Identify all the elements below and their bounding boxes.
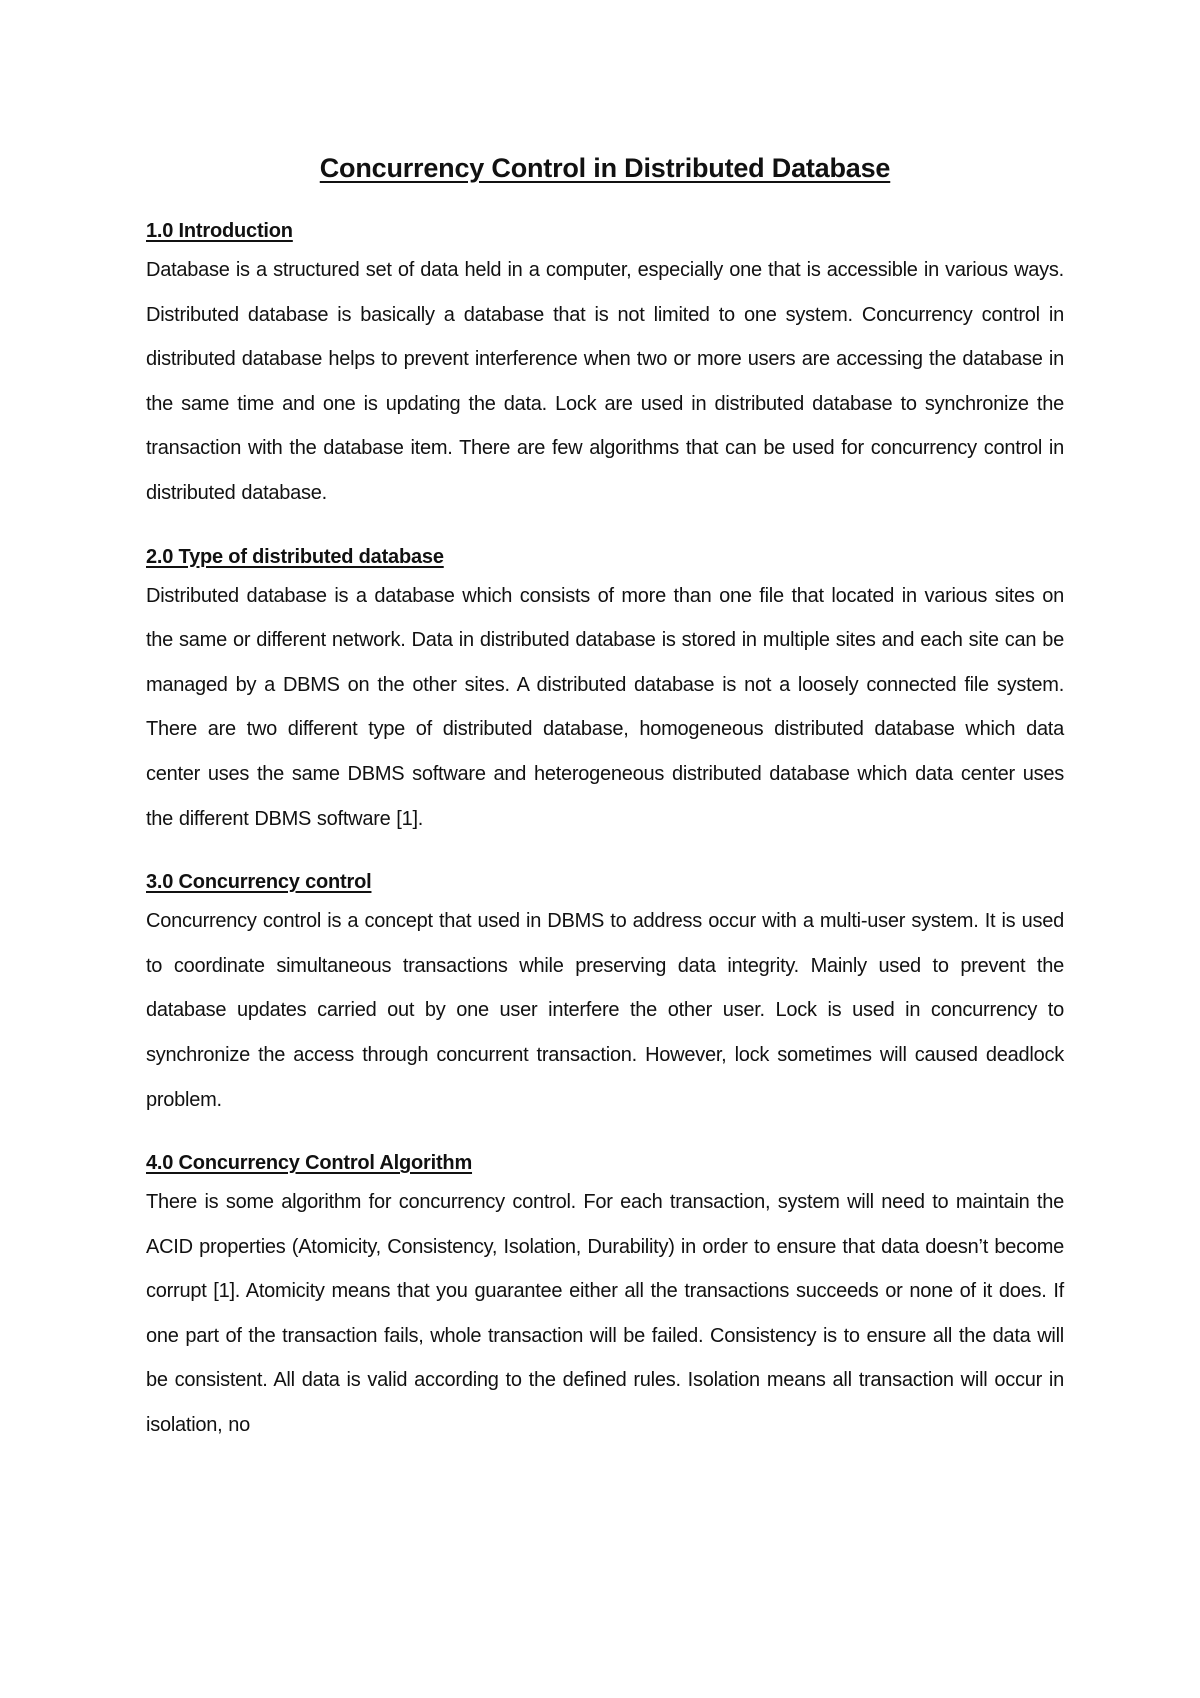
section-concurrency-control-algorithm [146,1146,1064,1448]
document-title: Concurrency Control in Distributed Database [319,153,891,183]
section-paragraph: Database is a structured set of data held in a computer, especially one that is accessible in various ways. Distributed database is basically a database that is not limited to one system. Concurrency control in distributed database helps to prevent interference when two or more users are accessing the database in the same time and one is updating the data. Lock are used in distributed database to synchronize the transaction with the database item. There are few algorithms that can be used for concurrency control in distributed database. [146,259,1064,504]
section-heading: 1.0 Introduction [146,220,293,242]
section-introduction [146,214,1064,516]
section-heading: 2.0 Type of distributed database [146,545,444,568]
section-concurrency-control [146,865,1064,1122]
section-paragraph: Distributed database is a database which consists of more than one file that located in various sites on the same or different network. Data in distributed database is stored in multiple sites and each site can be managed by a DBMS on the other sites. A distributed database is not a loosely connected file system. There are two different type of distributed database, homogeneous distributed database which data center uses the same DBMS software and heterogeneous distributed database which data center uses the different DBMS software [1]. [146,584,1064,830]
section-heading: 3.0 Concurrency control [146,871,372,894]
section-paragraph: Concurrency control is a concept that used in DBMS to address occur with a multi-user system. It is used to coordinate simultaneous transactions while preserving data integrity. Mainly used to prevent the database updates carried out by one user interfere the other user. Lock is used in concurrency to synchronize the access through concurrent transaction. However, lock sometimes will caused deadlock problem. [146,910,1064,1111]
section-heading: 4.0 Concurrency Control Algorithm [146,1152,473,1175]
section-type-of-distributed-database [146,540,1064,842]
section-paragraph: There is some algorithm for concurrency control. For each transaction, system will need to maintain the ACID properties (Atomicity, Consistency, Isolation, Durability) in order to ensure that data doesn’t become corrupt [1]. Atomicity means that you guarantee either all the transactions succeeds or none of it does. If one part of the transaction fails, whole transaction will be failed. Consistency is to ensure all the data will be consistent. All data is valid according to the defined rules. Isolation means all transaction will occur in isolation, no [146,1191,1064,1437]
